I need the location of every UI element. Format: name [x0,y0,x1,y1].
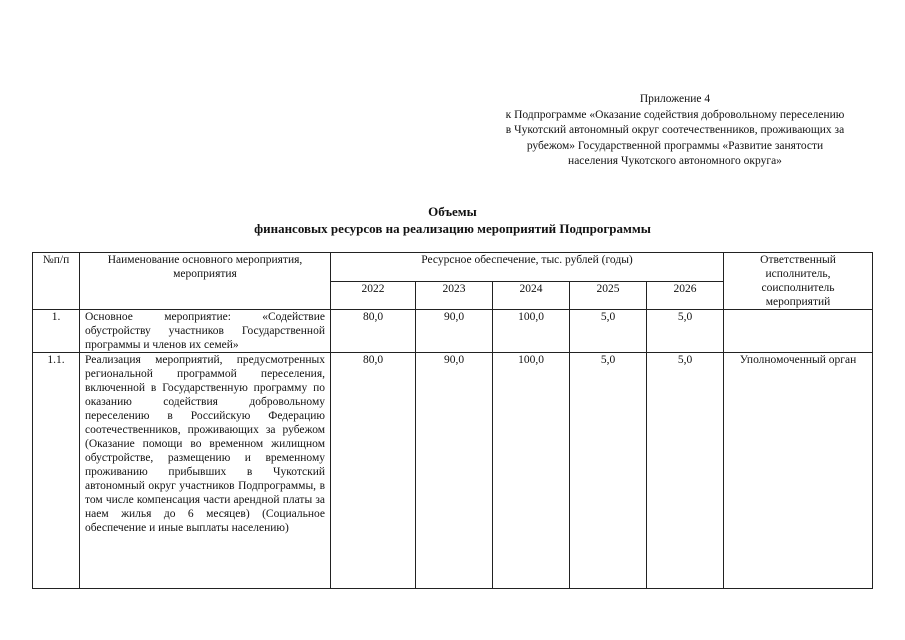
header-name: Наименование основного мероприятия, мероприятия [80,253,331,310]
appendix-line: Приложение 4 [639,93,711,105]
appendix-line: рубежом» Государственной программы «Развитие занятости [526,139,824,152]
header-num: №п/п [33,253,80,310]
table-row [33,310,873,353]
row-value-2024: 100,0 [493,353,570,589]
row-value-2023: 90,0 [416,353,493,589]
row-value-2022: 80,0 [331,310,416,353]
title-line-1: Объемы [428,204,477,219]
appendix-line: населения Чукотского автономного округа» [568,155,782,167]
appendix-line: в Чукотский автономный округ соотечественников, проживающих за [505,124,845,136]
header-responsible: Ответственный исполнитель, соисполнитель мероприятий [724,253,873,310]
row-name: Реализация мероприятий, предусмотренных региональной программой переселения, включенной в Государственную программу по оказанию содействия добровольному переселению в Российскую Федерацию соотечественников, проживающих за рубежом (Оказание помощи во временном жилищном обустройстве, размещению и временному проживанию прибывших в Чукотский автономный округ участников Подпрограммы, в том числе компенсация части арендной платы за наем жилья до 6 месяцев) (Социальное обеспечение и иные выплаты населению) [80,353,331,589]
row-value-2024: 100,0 [493,310,570,353]
row-value-2025: 5,0 [570,353,647,589]
table-row [33,353,873,589]
appendix-line: к Подпрограмме «Оказание содействия добровольному переселению [505,108,845,121]
title-line-2: финансовых ресурсов на реализацию мероприятий Подпрограммы [254,221,651,236]
row-name: Основное мероприятие: «Содействие обустройству участников Государственной программы и членов их семей» [80,310,331,353]
row-responsible [724,310,873,353]
year-header: 2023 [416,281,493,310]
row-responsible: Уполномоченный орган [724,353,873,589]
row-num: 1.1. [33,353,80,589]
year-header: 2024 [493,281,570,310]
financial-table [32,252,873,589]
row-value-2023: 90,0 [416,310,493,353]
row-value-2026: 5,0 [647,310,724,353]
row-num: 1. [33,310,80,353]
document-title [0,203,905,237]
year-header: 2026 [647,281,724,310]
appendix-heading [470,92,880,170]
year-header: 2025 [570,281,647,310]
row-value-2026: 5,0 [647,353,724,589]
row-value-2025: 5,0 [570,310,647,353]
table-header-row [33,253,873,282]
header-resources: Ресурсное обеспечение, тыс. рублей (годы) [331,253,724,282]
year-header: 2022 [331,281,416,310]
row-value-2022: 80,0 [331,353,416,589]
